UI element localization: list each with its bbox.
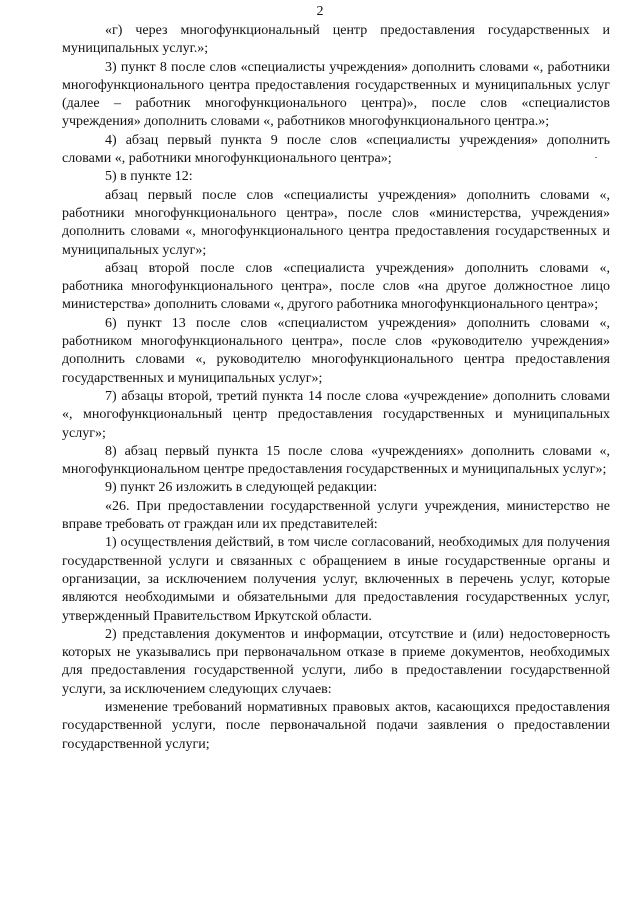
paragraph-26-item-1: 1) осуществления действий, в том числе согласований, необходимых для получения государственной услуги и связанных с обращением в иные государственные органы и организации, за исключением получения услуг, включенных в перечень услуг, которые являются необходимыми и обязательными для предоставления государственных услуг, утвержденный Правительством Иркутской области.: [62, 535, 610, 624]
paragraph-item-g: «г) через многофункциональный центр предоставления государственных и муниципальных услуг.»;: [62, 23, 610, 57]
paragraph-5-abzac-2: абзац второй после слов «специалиста учреждения» дополнить словами «, работника многофункционального центра», после слов «на другое должностное лицо министерства» дополнить словами «, другого работника многофункционального центра»;: [62, 260, 610, 313]
paragraph-6: 6) пункт 13 после слов «специалистом учреждения» дополнить словами «, работником многофункционального центра», после слов «руководителю учреждения» дополнить словами «, руководителю многофункционального центра предоставления государственных и муниципальных услуг»;: [62, 315, 610, 386]
paragraph-8: 8) абзац первый пункта 15 после слова «учреждениях» дополнить словами «, многофункциональном центре предоставления государственных и муниципальных услуг»;: [62, 443, 610, 478]
paragraph-7: 7) абзацы второй, третий пункта 14 после слова «учреждение» дополнить словами «, многофункциональный центр предоставления государственных и муниципальных услуг»;: [62, 388, 610, 441]
paragraph-26-item-2: 2) представления документов и информации, отсутствие и (или) недостоверность которых не указывались при первоначальном отказе в приеме документов, необходимых для предоставления государственной услуги, либо в предоставлении государственной услуги, за исключением следующих случаев:: [62, 626, 610, 697]
paragraph-4: 4) абзац первый пункта 9 после слов «специалисты учреждения» дополнить словами «, работники многофункционального центра»;: [62, 132, 610, 167]
page-number: 2: [316, 4, 324, 19]
document-body: [62, 22, 610, 754]
paragraph-5: 5) в пункте 12:: [105, 169, 193, 185]
paragraph-26-intro: «26. При предоставлении государственной услуги учреждения, министерство не вправе требовать от граждан или их представителей:: [62, 498, 610, 533]
paragraph-26-item-2-case: изменение требований нормативных правовых актов, касающихся предоставления государственной услуги, после первоначальной подачи заявления о предоставлении государственной услуги;: [62, 699, 610, 752]
paragraph-9: 9) пункт 26 изложить в следующей редакции:: [105, 480, 378, 496]
paragraph-3: 3) пункт 8 после слов «специалисты учреждения» дополнить словами «, работники многофункционального центра предоставления государственных и муниципальных услуг (далее – работник многофункционального центра)», после слов «специалистов учреждения» дополнить словами «, работников многофункционального центра.»;: [62, 59, 610, 130]
paragraph-5-abzac-1: абзац первый после слов «специалисты учреждения» дополнить словами «, работники многофункционального центра», после слов «министерства, учреждения» дополнить словами «, многофункционального центра предоставления государственных и муниципальных услуг»;: [62, 187, 610, 258]
scan-mark: [595, 157, 597, 158]
